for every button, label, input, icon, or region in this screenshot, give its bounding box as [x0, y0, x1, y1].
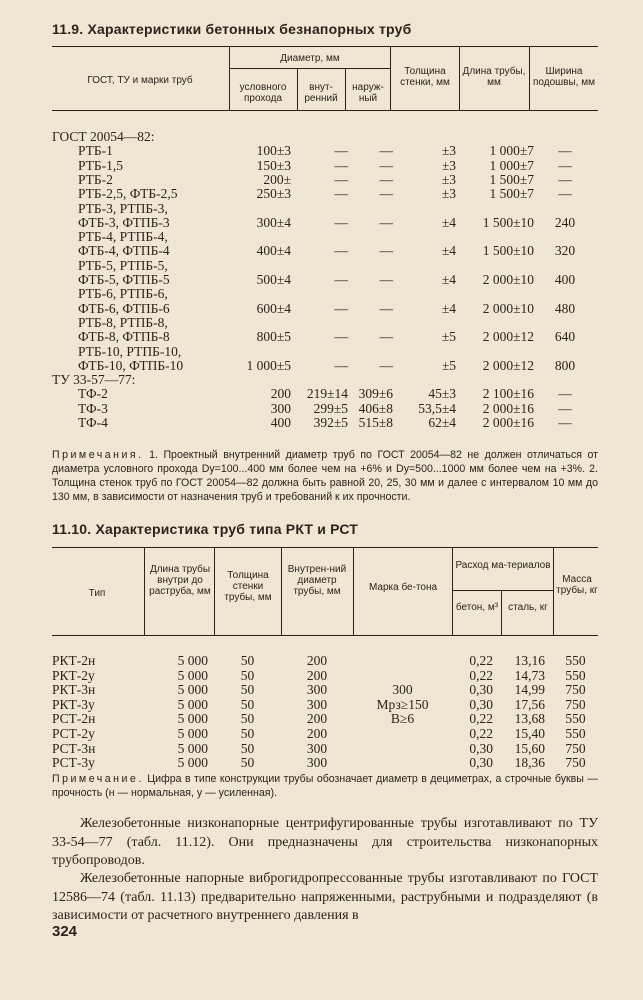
table1-cell-thick: 53,5±4 [418, 400, 456, 416]
table2-vline [281, 547, 282, 635]
table1-cell-len: 2 100±16 [482, 386, 534, 402]
table1-header-cond: условного прохода [239, 82, 287, 104]
table2-cell-thick: 50 [240, 667, 255, 683]
table2-row-type: РКТ-2у [52, 667, 95, 683]
table1-cell-outer: — [379, 272, 393, 287]
table1-row-name: РТБ-5, РТПБ-5, [78, 257, 168, 273]
table1-cell-sole: 480 [554, 300, 576, 316]
table1-note-label: Примечания. [52, 449, 144, 461]
table1-cell-inner: 219±14 [306, 386, 348, 402]
table1-cell-len: 2 000±10 [482, 300, 534, 316]
table2-cell-thick: 50 [240, 653, 255, 668]
table1-cell-outer: — [379, 157, 393, 173]
table2-header-diam: Внутрен-ний диаметр трубы, мм [287, 564, 347, 597]
table2-header-steel: сталь, кг [508, 602, 548, 613]
table2-cell-len: 5 000 [177, 755, 208, 771]
table1-row-name: РТБ-8, РТПБ-8, [78, 314, 168, 330]
table1-cell-sole: 240 [554, 214, 576, 230]
table1-row-name: ФТБ-3, ФТПБ-3 [78, 214, 170, 230]
table1-row-name: ФТБ-8, ФТПБ-8 [78, 329, 170, 345]
table1-cell-thick: ±5 [441, 329, 456, 345]
table1-cell-thick: ±4 [441, 300, 456, 316]
table1-cell-thick: ±3 [441, 171, 456, 187]
table1-cell-sole: — [558, 386, 572, 402]
table1-row-name: РТБ-2,5, ФТБ-2,5 [78, 186, 178, 202]
table1-cell-cond: 300 [270, 400, 291, 416]
table1-cell-len: 1 000±7 [489, 157, 534, 173]
table2-cell-thick: 50 [240, 755, 255, 771]
table2-cell-steel: 14,73 [514, 667, 545, 683]
table2-cell-diam: 300 [306, 740, 328, 756]
table1-cell-len: 1 500±10 [482, 214, 534, 230]
table2-header-concrete: бетон, м³ [455, 602, 499, 613]
table1-cell-thick: ±4 [441, 243, 456, 259]
table1-cell-outer: — [379, 186, 393, 202]
table1-cell-thick: 62±4 [428, 415, 456, 430]
table1-vline [459, 46, 460, 110]
table2-header-mass: Масса трубы, кг [556, 574, 598, 596]
table1-cell-outer: — [379, 214, 393, 230]
table1-row-name: ФТБ-5, ФТПБ-5 [78, 272, 170, 287]
table1-row-name: ФТБ-6, ФТПБ-6 [78, 300, 170, 316]
table1-cell-inner: — [334, 300, 348, 316]
table2-cell-steel: 13,68 [514, 711, 545, 727]
table1-cell-inner: — [334, 272, 348, 287]
table2-cell-steel: 17,56 [514, 696, 545, 712]
table2-cell-thick: 50 [240, 711, 255, 727]
table2-cell-len: 5 000 [177, 726, 208, 741]
table2-cell-concrete: 0,22 [469, 711, 493, 727]
table1-cell-thick: ±3 [441, 143, 456, 159]
table2-cell-steel: 15,60 [514, 740, 545, 756]
table1-cell-cond: 150±3 [256, 157, 291, 173]
table2-cell-diam: 300 [306, 696, 328, 712]
table2-cell-mass: 550 [565, 667, 586, 683]
table1-note [52, 448, 598, 504]
table2-cell-len: 5 000 [177, 740, 208, 756]
table1-cell-sole: 400 [554, 272, 576, 287]
table2-header-cons-rule [452, 590, 553, 591]
table1-header-rule [52, 110, 598, 111]
table1-cell-cond: 200 [270, 386, 291, 402]
table1-cell-cond: 400 [270, 415, 291, 430]
table1-cell-inner: — [334, 329, 348, 345]
table1-cell-sole: — [558, 143, 572, 159]
table1-row-name: ТФ-4 [78, 415, 108, 430]
table1-cell-cond: 300±4 [256, 214, 291, 230]
table1-cell-len: 2 000±16 [482, 415, 534, 430]
table1-row-name: ГОСТ 20054—82: [52, 129, 155, 144]
table1-header-thick: Толщина стенки, мм [400, 66, 450, 88]
table1-cell-inner: — [334, 214, 348, 230]
table2-cell-diam: 200 [306, 653, 328, 668]
table1-cell-cond: 200± [263, 171, 291, 187]
table1-cell-outer: 515±8 [358, 415, 393, 430]
table1-header-outer: наруж-ный [352, 82, 384, 104]
table1-row-name: РТБ-2 [78, 171, 113, 187]
table2-cell-mass: 550 [565, 711, 586, 727]
table1-cell-len: 2 000±10 [482, 272, 534, 287]
table2-cell-steel: 15,40 [514, 726, 545, 741]
table2-cell-concrete: 0,22 [469, 667, 493, 683]
table2-cell-mass: 550 [565, 726, 586, 741]
table1-header-diameter-rule [229, 68, 390, 69]
table2-header-len: Длина трубы внутри до раструба, мм [149, 564, 211, 597]
table1-cell-thick: ±3 [441, 157, 456, 173]
table1-cell-sole: — [558, 415, 572, 430]
table1-row-name: РТБ-1 [78, 143, 113, 159]
table1-cell-sole: — [558, 171, 572, 187]
table1-cell-sole: — [558, 186, 572, 202]
table2-vline [452, 547, 453, 635]
table1-cell-outer: — [379, 243, 393, 259]
table2-header-type: Тип [88, 588, 106, 599]
table2-top-rule [52, 547, 598, 548]
paragraph-2: Железобетонные напорные виброгидропрессованные трубы изготавливают по ГОСТ 12586—74 (табл. 11.13) предварительно напряженными, раструбными и подразделяют (в зависимости от расчетного внутреннего давления в [52, 871, 598, 923]
table1-vline [529, 46, 530, 110]
table1-row-name: ТФ-2 [78, 386, 108, 402]
table1-cell-len: 2 000±12 [482, 357, 534, 373]
table1-row-name: РТБ-3, РТПБ-3, [78, 200, 168, 216]
table1-cell-inner: — [334, 243, 348, 259]
table1-cell-outer: 406±8 [358, 400, 393, 416]
table1-cell-len: 1 500±10 [482, 243, 534, 259]
table1-row-name: ФТБ-10, ФТПБ-10 [78, 357, 184, 373]
table1-vline [297, 68, 298, 110]
table1-vline [229, 46, 230, 110]
table1-top-rule [52, 46, 598, 47]
table2-cell-concrete: 0,30 [469, 682, 493, 698]
table2-row-type: РКТ-3н [52, 682, 96, 698]
table2-row-type: РКТ-3у [52, 696, 95, 712]
table2-cell-mass: 750 [565, 696, 586, 712]
table1-cell-cond: 1 000±5 [246, 357, 291, 373]
table1-cell-inner: — [334, 171, 348, 187]
table2-cell-concrete: 0,30 [469, 740, 493, 756]
table1-cell-inner: — [334, 157, 348, 173]
table1-cell-inner: 299±5 [313, 400, 348, 416]
table2-cell-diam: 300 [306, 755, 328, 771]
table2-header-rule [52, 635, 598, 636]
table1-header-len: Длина трубы, мм [462, 66, 526, 88]
table2-cell-diam: 300 [306, 682, 328, 698]
table1-cell-outer: — [379, 357, 393, 373]
table1-cell-sole: — [558, 400, 572, 416]
table1-cell-outer: — [379, 143, 393, 159]
table2-note-text: Цифра в типе конструкции трубы обозначает диаметр в дециметрах, а строчные буквы — прочность (н — нормальная, у — усиленная). [52, 773, 598, 799]
table1-vline [390, 46, 391, 110]
table2-cell-diam: 200 [306, 726, 328, 741]
table1-cell-cond: 500±4 [256, 272, 291, 287]
table1-cell-inner: — [334, 186, 348, 202]
table2-note-label: Примечание. [52, 773, 144, 785]
table1-cell-thick: 45±3 [428, 386, 456, 402]
table2-cell-thick: 50 [240, 682, 255, 698]
table1-title: 11.9. Характеристики бетонных безнапорных труб [52, 21, 412, 37]
table2-header-grade: Марка бе-тона [368, 582, 438, 593]
table2-cell-mass: 750 [565, 682, 586, 698]
table1-row-name: РТБ-1,5 [78, 157, 124, 173]
table2-vline [144, 547, 145, 635]
table2-cell-thick: 50 [240, 726, 255, 741]
table1-cell-thick: ±4 [441, 214, 456, 230]
table1-cell-outer: — [379, 300, 393, 316]
table2-cell-concrete: 0,30 [469, 696, 493, 712]
table2-header-cons: Расход ма-териалов [455, 560, 551, 571]
table2-cell-len: 5 000 [177, 653, 208, 668]
table1-cell-len: 2 000±12 [482, 329, 534, 345]
table1-cell-inner: — [334, 143, 348, 159]
table1-cell-cond: 100±3 [256, 143, 291, 159]
table2-row-type: РСТ-3н [52, 740, 96, 756]
table2-cell-steel: 14,99 [514, 682, 545, 698]
table2-row-type: РСТ-3у [52, 755, 95, 771]
table1-header-diameter: Диаметр, мм [280, 53, 340, 64]
table1-cell-inner: 392±5 [313, 415, 348, 430]
table1-row-name: ФТБ-4, ФТПБ-4 [78, 243, 170, 259]
table2-cell-thick: 50 [240, 740, 255, 756]
table1-row-name: РТБ-4, РТПБ-4, [78, 229, 168, 245]
table1-cell-len: 1 000±7 [489, 143, 534, 159]
table2-cell-diam: 200 [306, 667, 328, 683]
table2-header-thick: Толщина стенки трубы, мм [224, 570, 272, 603]
table2-cell-grade: В≥6 [390, 711, 415, 727]
table1-cell-len: 1 500±7 [489, 171, 534, 187]
table1-cell-outer: 309±6 [358, 386, 393, 402]
table1-cell-len: 1 500±7 [489, 186, 534, 202]
table2-cell-diam: 200 [306, 711, 328, 727]
table2-cell-grade: 300 [392, 682, 413, 698]
table1-cell-sole: 320 [554, 243, 576, 259]
paragraph-1: Железобетонные низконапорные центрифугированные трубы изготавливают по ТУ 33-54—77 (табл. 11.12). Они предназначены для строительства низконапорных трубопроводов. [52, 816, 598, 868]
table2-cell-len: 5 000 [177, 711, 208, 727]
table1-cell-inner: — [334, 357, 348, 373]
table1-cell-outer: — [379, 329, 393, 345]
table2-cell-steel: 13,16 [514, 653, 545, 668]
table2-cell-concrete: 0,30 [469, 755, 493, 771]
table2-cell-concrete: 0,22 [469, 653, 493, 668]
table1-cell-thick: ±3 [441, 186, 456, 202]
table1-cell-sole: 800 [554, 357, 576, 373]
table2-vline [214, 547, 215, 635]
table2-cell-len: 5 000 [177, 667, 208, 683]
table2-note [52, 772, 598, 800]
page-number: 324 [52, 923, 78, 940]
table1-header-inner: внут-ренний [304, 82, 338, 104]
table2-row-type: РСТ-2у [52, 726, 95, 741]
table1-row-name: ТУ 33-57—77: [52, 372, 136, 388]
table1-cell-cond: 250±3 [256, 186, 291, 202]
table1-row-name: РТБ-6, РТПБ-6, [78, 286, 168, 302]
table1-cell-thick: ±5 [441, 357, 456, 373]
table2-cell-concrete: 0,22 [469, 726, 493, 741]
table2-cell-grade: Мрз≥150 [376, 696, 429, 712]
table2-title: 11.10. Характеристика труб типа РКТ и РСТ [52, 521, 359, 537]
table2-cell-mass: 750 [565, 740, 586, 756]
table1-cell-cond: 400±4 [256, 243, 291, 259]
table1-cell-sole: 640 [554, 329, 576, 345]
table2-vline [553, 547, 554, 635]
table1-cell-thick: ±4 [441, 272, 456, 287]
table2-row-type: РКТ-2н [52, 653, 96, 668]
table1-vline [345, 68, 346, 110]
table2-vline [353, 547, 354, 635]
table2-cell-mass: 550 [565, 653, 586, 668]
table1-cell-cond: 600±4 [256, 300, 291, 316]
table2-cell-mass: 750 [565, 755, 586, 771]
table1-row-name: РТБ-10, РТПБ-10, [78, 343, 182, 359]
table2-vline [501, 590, 502, 635]
table1-cell-outer: — [379, 171, 393, 187]
table1-header-sole: Ширина подошвы, мм [533, 66, 595, 88]
table2-cell-len: 5 000 [177, 682, 208, 698]
table1-note-text: 1. Проектный внутренний диаметр труб по ГОСТ 20054—82 не должен отличаться от диаметра условного прохода Dy=100...400 мм более чем на +6% и Dy=500...1000 мм более чем на +3%. 2. Толщина стенок труб по ГОСТ 20054—82 должна быть равной 20, 25, 30 мм и далее с интервалом 10 мм до 130 мм, в зависимости от назначения труб и требований к их прочности. [52, 449, 598, 503]
table1-cell-len: 2 000±16 [482, 400, 534, 416]
table1-cell-cond: 800±5 [256, 329, 291, 345]
table1-cell-sole: — [558, 157, 572, 173]
table1-header-gost: ГОСТ, ТУ и марки труб [87, 75, 193, 86]
table2-row-type: РСТ-2н [52, 711, 96, 727]
table1-row-name: ТФ-3 [78, 400, 108, 416]
table2-cell-steel: 18,36 [514, 755, 545, 771]
table2-cell-thick: 50 [240, 696, 255, 712]
table2-cell-len: 5 000 [177, 696, 208, 712]
